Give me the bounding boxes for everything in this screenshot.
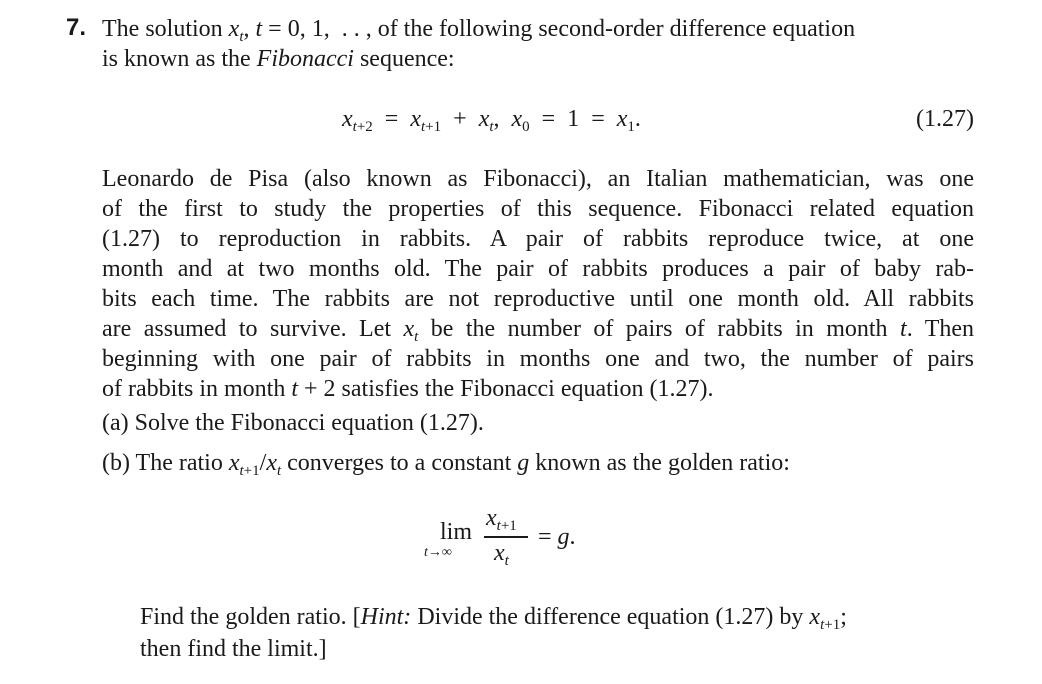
fibonacci-equation: $x_{t+2} = x_{t+1} + x_t$, $x_0 = 1 = x_1$. xyxy=(342,106,641,135)
paragraph-line-8: of rabbits in month t + 2 satisfies the Fibonacci equation (1.27). xyxy=(102,376,714,402)
fraction-denominator: $x_t$ xyxy=(494,540,509,569)
equation-number: (1.27) xyxy=(916,106,974,132)
problem-number: 7. xyxy=(66,14,87,41)
intro-line-1: The solution $x_t$, t = 0, 1, . . , of the following second-order difference equation xyxy=(102,16,856,45)
paragraph-line-6: are assumed to survive. Let $x_t$ be the number of pairs of rabbits in month t. Then xyxy=(102,316,975,345)
paragraph-line-3: (1.27) to reproduction in rabbits. A pair of rabbits reproduce twice, at one xyxy=(102,226,974,252)
intro-line2-post: sequence: xyxy=(353,46,455,72)
fibonacci-emphasis: Fibonacci xyxy=(256,46,354,72)
paragraph-line-5: bits each time. The rabbits are not reproductive until one month old. All rabbits xyxy=(102,286,974,312)
part-a: (a) Solve the Fibonacci equation (1.27). xyxy=(102,410,484,436)
lim-subscript: t→∞ xyxy=(424,545,452,560)
intro-line2-pre: is known as the xyxy=(102,46,257,72)
paragraph-line-2: of the first to study the properties of this sequence. Fibonacci related equation xyxy=(102,196,974,222)
part-b: (b) The ratio $x_{t+1}/x_t$ converges to a constant g known as the golden ratio: xyxy=(102,450,790,479)
limit-rhs: = g. xyxy=(538,524,576,550)
fraction-numerator: $x_{t+1}$ xyxy=(486,505,517,534)
hint-line-1: Find the golden ratio. [Hint: Divide the difference equation (1.27) by $x_{t+1}$; xyxy=(140,604,847,633)
lim-word: lim xyxy=(440,519,473,545)
paragraph-line-7: beginning with one pair of rabbits in months one and two, the number of pairs xyxy=(102,346,974,372)
fraction-bar xyxy=(484,536,528,538)
paragraph-line-1: Leonardo de Pisa (also known as Fibonacci), an Italian mathematician, was one xyxy=(102,166,974,192)
intro-line-2 xyxy=(102,44,455,74)
paragraph-line-4: month and at two months old. The pair of rabbits produces a pair of baby rab- xyxy=(102,256,974,282)
hint-line-2: then find the limit.] xyxy=(140,636,327,662)
